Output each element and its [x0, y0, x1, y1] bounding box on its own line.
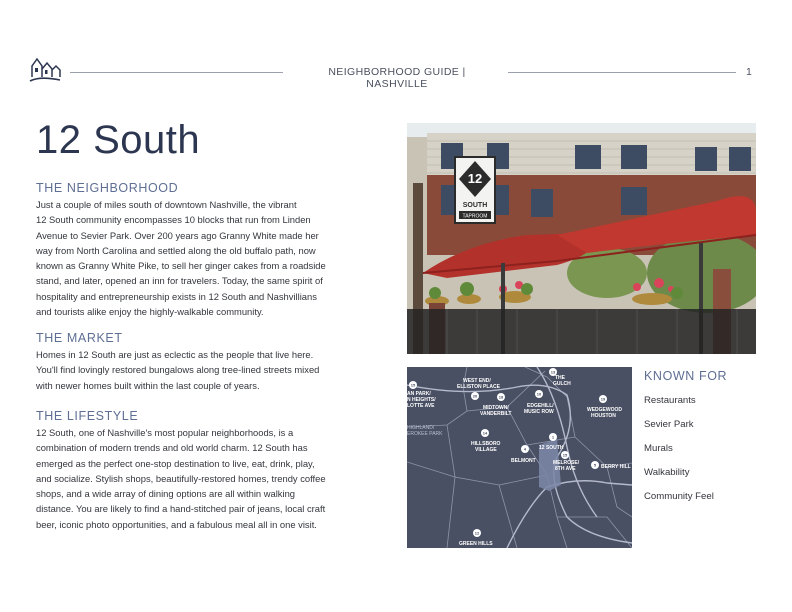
neighborhood-map — [407, 367, 632, 548]
map-label: MUSIC ROW — [524, 409, 554, 415]
text-line: Just a couple of miles south of downtown Nashville, the vibrant — [36, 199, 297, 210]
text-line: Homes in 12 South are just as eclectic as the people that live here. — [36, 349, 314, 360]
marker-melrose: 15 — [562, 452, 568, 458]
marker-park: 15 — [410, 382, 416, 388]
lifestyle-paragraph — [36, 425, 391, 532]
text-line: distance. You are likely to find a hand-stitched pair of jeans, local craft — [36, 503, 326, 515]
map-label: ELLISTON PLACE — [457, 384, 500, 390]
map-label: WEDGEWOOD — [587, 407, 622, 413]
logo-houses-icon — [28, 55, 62, 83]
marker-gulch: 13 — [550, 369, 556, 375]
text-line: and socialize. Stylish shops, beautifully-restored homes, trendy coffee — [36, 472, 326, 484]
section-heading-market: THE MARKET — [36, 331, 123, 345]
sign-sub: TAPROOM — [462, 213, 488, 220]
text-line: Avenue to Sevier Park. Over 200 years ago Granny White made her — [36, 229, 319, 241]
map-label: AN PARK/ — [407, 391, 431, 397]
sign-word: SOUTH — [462, 202, 488, 209]
text-line: beer, iconic photo opportunities, and a fabulous meal all in one visit. — [36, 518, 317, 530]
map-label: HIGHLAND/ — [407, 425, 435, 431]
marker-hillsboro: 14 — [482, 430, 488, 436]
map-label: VANDERBILT — [480, 411, 512, 417]
market-paragraph — [36, 347, 391, 393]
marker-berry-hill: 5 — [593, 462, 597, 468]
header-rule-left — [70, 72, 283, 73]
text-line: and tourists alike enjoy the highly-walkable community. — [36, 306, 264, 318]
known-for-item: Walkability — [644, 467, 690, 478]
marker-twelve-south: 1 — [551, 434, 555, 440]
text-line: known as Granny White Pike, to sell her ginger cakes from a roadside — [36, 260, 326, 272]
page-title: 12 South — [36, 118, 201, 162]
known-for-item: Sevier Park — [644, 419, 694, 430]
text-line: 12 South community encompasses 10 blocks that run from Linden — [36, 214, 311, 226]
text-line: You'll find lovingly restored bungalows along tree-lined streets mixed — [36, 364, 320, 376]
sign-number: 12 — [467, 171, 483, 186]
marker-green-hills: 12 — [474, 530, 480, 536]
known-for-heading: KNOWN FOR — [644, 369, 728, 383]
map-label: GREEN HILLS — [459, 541, 493, 547]
known-for-item: Community Feel — [644, 491, 714, 502]
map-label: GULCH — [553, 381, 571, 387]
map-label: LOTTE AVE — [407, 403, 435, 409]
neighborhood-paragraph — [36, 197, 391, 319]
text-line: stand, and later, opened an inn for travelers. Today, the same spirit of — [36, 275, 323, 287]
map-label: THE — [555, 375, 565, 381]
text-line: emerged as the perfect one-stop destination to live, eat, drink, play, — [36, 457, 315, 469]
map-label: 8TH AVE — [555, 466, 576, 472]
header-title: NEIGHBORHOOD GUIDE | NASHVILLE — [328, 66, 466, 90]
map-label: HILLSBORO — [471, 441, 501, 447]
map-label: BELMONT — [511, 458, 536, 464]
section-heading-neighborhood: THE NEIGHBORHOOD — [36, 181, 179, 195]
marker-west-end: 20 — [472, 393, 478, 399]
map-label: N HEIGHTS/ — [407, 397, 436, 403]
text-line: with newer homes built within the last couple of years. — [36, 379, 260, 391]
marker-belmont: 4 — [523, 446, 527, 452]
map-label: VILLAGE — [475, 447, 497, 453]
map-label: HOUSTON — [591, 413, 616, 419]
text-line: way from North Carolina and settled along the old buffalo path, now — [36, 244, 316, 256]
map-label: MELROSE/ — [553, 460, 580, 466]
marker-midtown: 18 — [498, 394, 504, 400]
text-line: hospitality and entrepreneurship exists in 12 South and Nashvillians — [36, 290, 317, 302]
map-label: 12 SOUTH — [539, 445, 564, 451]
map-label: EROKEE PARK — [407, 431, 443, 437]
section-heading-lifestyle: THE LIFESTYLE — [36, 409, 139, 423]
text-line: 12 South, one of Nashville's most popular neighborhoods, is a — [36, 427, 294, 438]
text-line: shops, and a wide array of dining options are all within walking — [36, 488, 296, 500]
map-label: BERRY HILL — [601, 464, 631, 470]
known-for-item: Murals — [644, 443, 673, 454]
marker-edgehill: 10 — [536, 391, 542, 397]
map-label: EDGEHILL/ — [527, 403, 554, 409]
map-label: WEST END/ — [463, 378, 491, 384]
header-rule-right — [508, 72, 736, 73]
known-for-item: Restaurants — [644, 395, 696, 406]
neighborhood-photo — [407, 123, 756, 354]
marker-wedgewood: 19 — [600, 396, 606, 402]
map-label: MIDTOWN/ — [483, 405, 509, 411]
text-line: combination of modern trends and old world charm. 12 South has — [36, 442, 308, 454]
page-number: 1 — [746, 66, 752, 78]
